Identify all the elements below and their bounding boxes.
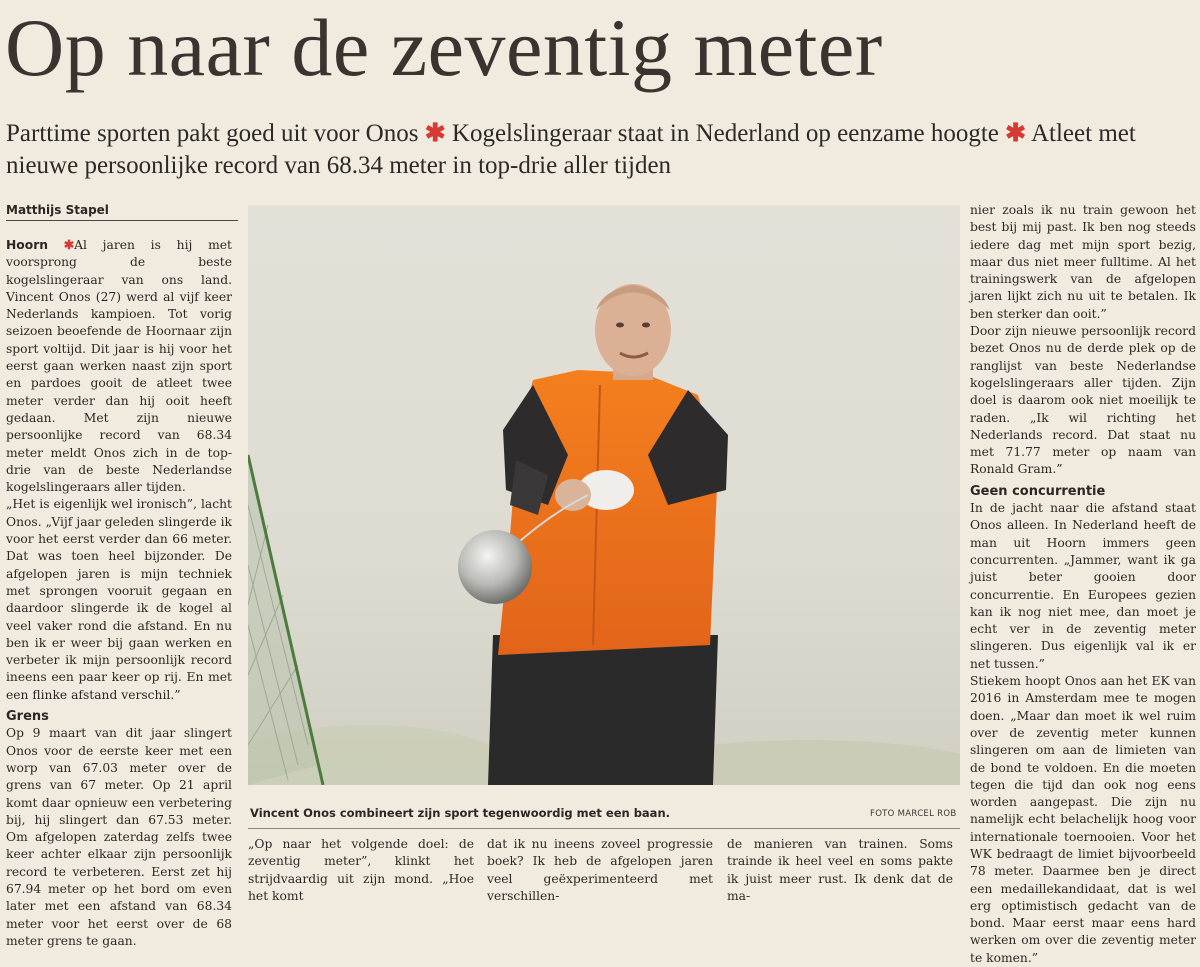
- asterisk-icon: ✱: [63, 237, 75, 252]
- byline: Matthijs Stapel: [6, 203, 238, 221]
- athlete-photo-illustration: [248, 205, 960, 785]
- photo-caption: Vincent Onos combineert zijn sport tegenwoordig met een baan.: [250, 806, 670, 820]
- article-photo: [248, 205, 960, 785]
- paragraph-text: Al jaren is hij met voorsprong de beste kogelslingeraar van ons land. Vincent Onos (27) werd al vijf keer Nederlands kampioen. Tot vorig seizoen beoefende de Hoornaar zijn sport voltijd. Dit jaar is hij voor het eerst gaan werken naast zijn sport en pardoes gooit de atleet twee meter verder dan hij ooit heeft gedaan. Met zijn nieuwe persoonlijke record van 68.34 meter meldt Onos zich in de top-drie van de beste Nederlandse kogelslingeraars aller tijden.: [6, 238, 232, 495]
- article-column-4: [727, 836, 953, 905]
- caption-divider: [248, 828, 960, 829]
- paragraph: [6, 236, 232, 496]
- asterisk-icon: ✱: [1005, 120, 1027, 147]
- paragraph: Stiekem hoopt Onos aan het EK van 2016 in Amsterdam mee te mogen doen. „Maar dan moet ik wel ruim over de zeventig meter kunnen slingeren om aan de limieten van de bond te voldoen. En die moeten tegen die tijd dan ook nog eens worden aangepast. Die zijn nu namelijk echt belachelijk hoog voor internationale toernooien. Voor het WK bedraagt de limiet bijvoorbeeld 78 meter. Daarmee ben je direct een medaillekandidaat, dat is wel erg optimistisch gedacht van de bond. Maar eerst maar eens hard werken om over die zeventig meter te komen.”: [970, 674, 1196, 965]
- section-heading-grens: Grens: [6, 709, 49, 725]
- subhead-part-1: Parttime sporten pakt goed uit voor Onos: [6, 120, 419, 147]
- asterisk-icon: ✱: [424, 120, 446, 147]
- subheadline: [6, 118, 1156, 182]
- subhead-part-3: Atleet met nieuwe persoonlijke record van 68.34 meter in top-drie aller tijden: [6, 120, 1136, 179]
- article-column-5: [970, 202, 1196, 967]
- photo-credit: FOTO MARCEL ROB: [870, 809, 957, 819]
- paragraph: Op 9 maart van dit jaar slingert Onos voor de eerste keer met een worp van 67.03 meter over de grens van 67 meter. Op 21 april komt daar opnieuw een verbetering bij, hij slingert dan 67.53 meter. Om afgelopen zaterdag zelfs twee keer achter elkaar zijn persoonlijk record te verbeteren. Eerst zet hij 67.94 meter op het bord om even later met een afstand van 68.34 meter voor het eerst over de 68 meter grens te gaan.: [6, 726, 232, 948]
- article-column-1: [6, 236, 232, 950]
- dateline: Hoorn: [6, 238, 49, 252]
- article-column-3: [487, 836, 713, 905]
- paragraph: nier zoals ik nu train gewoon het best bij mij past. Ik ben nog steeds iedere dag met mijn sport bezig, maar dus niet meer fulltime. Al het trainingswerk van de afgelopen jaren lijkt zich nu uit te betalen. Ik ben sterker dan ooit.”: [970, 203, 1196, 321]
- paragraph: „Op naar het volgende doel: de zeventig meter”, klinkt het strijdvaardig uit zijn mond. „Hoe het komt: [248, 837, 474, 903]
- paragraph: In de jacht naar die afstand staat Onos alleen. In Nederland heeft de man uit Hoorn immers geen concurrenten. „Jammer, want ik ga juist beter gooien door concurrentie. En Europees gezien kan ik nog niet mee, dan moet je echt ver in de zeventig meter slingeren. Dus eigenlijk val ik er net tussen.”: [970, 501, 1196, 671]
- subhead-part-2: Kogelslingeraar staat in Nederland op eenzame hoogte: [451, 120, 999, 147]
- paragraph: „Het is eigenlijk wel ironisch”, lacht Onos. „Vijf jaar geleden slingerde ik voor het eerst verder dan 66 meter. Dat was toen heel bijzonder. De afgelopen jaren is mijn techniek met sprongen vooruit gegaan en daardoor slingerde ik de kogel al veel vaker rond die afstand. En nu ben ik er weer bij gaan werken en verbeter ik mijn persoonlijk record ineens een paar keer op rij. En met een flinke afstand verschil.”: [6, 497, 232, 702]
- section-heading-geen-concurrentie: Geen concurrentie: [970, 483, 1106, 499]
- article-column-2: [248, 836, 474, 905]
- paragraph: Door zijn nieuwe persoonlijk record bezet Onos nu de derde plek op de ranglijst van beste Nederlandse kogelslingeraars aller tijden. Zijn doel is daarom ook niet moeilijk te raden. „Ik wil richting het Nederlands record. Dat staat nu met 71.77 meter op naam van Ronald Gram.”: [970, 324, 1196, 477]
- paragraph: dat ik nu ineens zoveel progressie boek? Ik heb de afgelopen jaren veel geëxperimenteerd met verschillen-: [487, 837, 713, 903]
- headline: Op naar de zeventig meter: [5, 2, 883, 93]
- paragraph: de manieren van trainen. Soms traindе ik heel veel en soms pakte ik juist meer rust. Ik denk dat de ma-: [727, 837, 953, 903]
